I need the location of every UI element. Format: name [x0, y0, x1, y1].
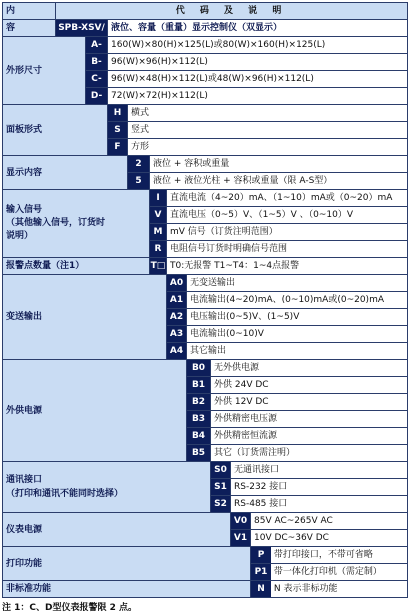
output-desc: 电流输出(0~10)V: [187, 326, 408, 343]
size-desc: 72(W)×72(H)×112(L): [108, 88, 408, 105]
comm-code: S0: [211, 462, 231, 479]
input-desc: 电阻信号订货时明确信号范围: [167, 241, 408, 258]
power-out-code: B4: [187, 428, 211, 445]
output-desc: 电压输出(0~5)V、(1~5)V: [187, 309, 408, 326]
comm-label-line1: 通讯接口: [6, 475, 43, 485]
size-label: 外形尺寸: [3, 37, 86, 105]
panel-desc: 横式: [128, 105, 408, 122]
power-out-desc: 外供精密电压源: [211, 411, 408, 428]
alarm-code: T□: [150, 258, 167, 275]
input-label-line1: 输入信号: [6, 205, 43, 215]
supply-desc: 85V AC~265V AC: [251, 513, 408, 530]
output-label: 变送输出: [3, 275, 167, 360]
power-out-code: B5: [187, 445, 211, 462]
output-desc: 无变送输出: [187, 275, 408, 292]
input-label-line3: 说明）: [6, 231, 34, 241]
supply-code: V0: [231, 513, 251, 530]
comm-label-line2: （打印和通讯不能同时选择）: [6, 489, 124, 499]
output-code: A1: [167, 292, 187, 309]
power-out-desc: 外供精密恒流源: [211, 428, 408, 445]
alarm-desc: T0:无报警 T1~T4：1~4点报警: [167, 258, 408, 275]
model-code: SPB-XSV/: [56, 20, 108, 37]
footnote: 注 1：C、D型仪表报警限 2 点。: [2, 603, 138, 613]
alarm-label: 报警点数量（注1）: [3, 258, 150, 275]
supply-code: V1: [231, 530, 251, 547]
display-code: 5: [128, 173, 150, 190]
output-desc: 其它输出: [187, 343, 408, 360]
comm-label: [3, 462, 211, 513]
comm-desc: 无通讯接口: [231, 462, 408, 479]
panel-code: F: [108, 139, 128, 156]
nonstd-label: 非标准功能: [3, 581, 251, 598]
supply-desc: 10V DC~36V DC: [251, 530, 408, 547]
print-desc: 带打印接口，不带可省略: [273, 550, 373, 560]
power-out-desc: 无外供电源: [211, 360, 408, 377]
input-label-line2: （其他输入信号，订货时: [6, 218, 106, 228]
header-left: 内: [3, 3, 56, 20]
ordering-code-table: [2, 2, 408, 598]
output-code: A3: [167, 326, 187, 343]
size-desc: 160(W)×80(H)×125(L)或80(W)×160(H)×125(L): [108, 37, 408, 54]
comm-code: S2: [211, 496, 231, 513]
panel-label: 面板形式: [3, 105, 108, 156]
nonstd-desc: N 表示非标功能: [273, 584, 338, 594]
nonstd-code: N: [251, 581, 271, 597]
input-desc: 直流电压（0~5）V、（1~5）V 、（0~10）V: [167, 207, 408, 224]
comm-desc: RS-485 接口: [231, 496, 408, 513]
panel-desc: 竖式: [128, 122, 408, 139]
power-out-label: 外供电源: [3, 360, 187, 462]
print-label-text: 打印功能: [6, 558, 43, 569]
print-option-0: [251, 547, 408, 564]
model-description: 液位、容量（重量）显示控制仪（双显示）: [108, 20, 408, 37]
input-code: V: [150, 207, 167, 224]
power-out-desc: 外供 12V DC: [211, 394, 408, 411]
output-code: A2: [167, 309, 187, 326]
spec-table-container: [2, 2, 407, 613]
print-desc: 带一体化打印机（需定制）: [273, 567, 382, 577]
display-code: 2: [128, 156, 150, 173]
size-code: B-: [86, 54, 108, 71]
output-code: A0: [167, 275, 187, 292]
power-out-desc: 外供 24V DC: [211, 377, 408, 394]
supply-label: 仪表电源: [3, 513, 231, 547]
comm-desc: RS-232 接口: [231, 479, 408, 496]
power-out-code: B1: [187, 377, 211, 394]
size-code: C-: [86, 71, 108, 88]
input-code: R: [150, 241, 167, 258]
comm-code: S1: [211, 479, 231, 496]
input-desc: mV 信号（订货注明范围）: [167, 224, 408, 241]
size-desc: 96(W)×96(H)×112(L): [108, 54, 408, 71]
input-desc: 直流电流（4~20）mA、（1~10）mA或（0~20）mA: [167, 190, 408, 207]
power-out-desc: 其它（订货需注明）: [211, 445, 408, 462]
print-label: [3, 547, 251, 581]
size-code: A-: [86, 37, 108, 54]
display-desc: 液位 + 容积或重量: [150, 156, 408, 173]
power-out-code: B3: [187, 411, 211, 428]
panel-code: H: [108, 105, 128, 122]
panel-code: S: [108, 122, 128, 139]
power-out-code: B2: [187, 394, 211, 411]
size-code: D-: [86, 88, 108, 105]
power-out-code: B0: [187, 360, 211, 377]
input-code: I: [150, 190, 167, 207]
output-code: A4: [167, 343, 187, 360]
input-code: M: [150, 224, 167, 241]
size-desc: 96(W)×48(H)×112(L)或48(W)×96(H)×112(L): [108, 71, 408, 88]
print-code: P: [251, 547, 271, 563]
panel-desc: 方形: [128, 139, 408, 156]
print-option-1: [251, 564, 408, 581]
input-label: [3, 190, 150, 258]
model-label: 容: [3, 20, 56, 37]
output-desc: 电流输出(4~20)mA、(0~10)mA或(0~20)mA: [187, 292, 408, 309]
display-desc: 液位 + 液位光柱 + 容积或重量（限 A-S型）: [150, 173, 408, 190]
header-title: 代 码 及 说 明: [56, 3, 408, 20]
print-code: P1: [251, 564, 271, 580]
display-label: 显示内容: [3, 156, 128, 190]
nonstd-option: [251, 581, 408, 598]
